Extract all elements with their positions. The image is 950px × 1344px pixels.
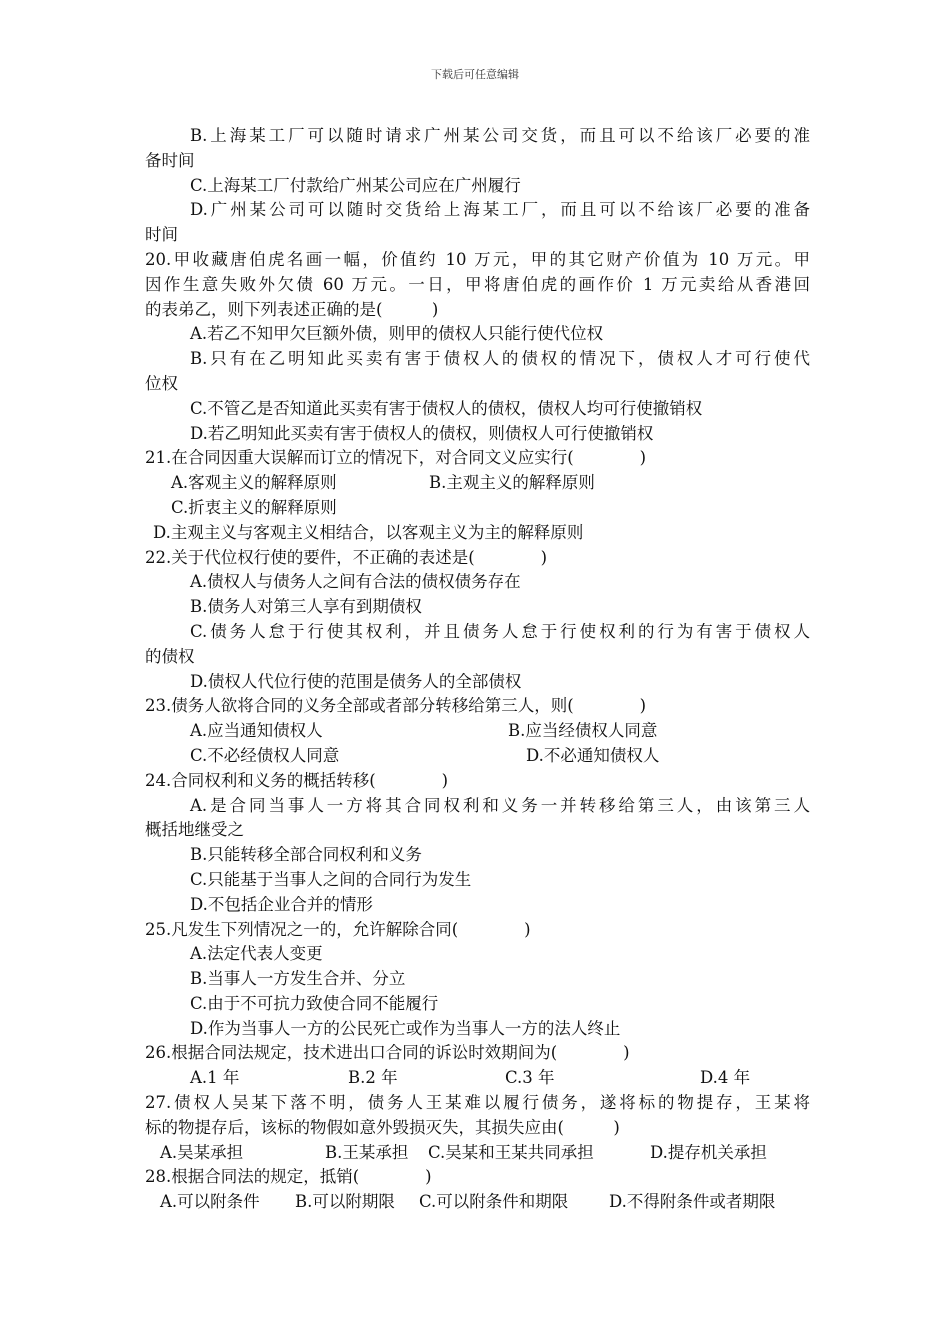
option-22-b: B.债务人对第三人享有到期债权 xyxy=(190,597,422,617)
option-26-b: B.2 年 xyxy=(348,1068,398,1088)
option-24-c: C.只能基于当事人之间的合同行为发生 xyxy=(190,869,472,889)
question-20-line1: 20.甲收藏唐伯虎名画一幅，价值约 10 万元，甲的其它财产价值为 10 万元。甲 xyxy=(145,249,810,269)
option-19-b-line1: B.上海某工厂可以随时请求广州某公司交货，而且可以不给该厂必要的准 xyxy=(190,126,810,145)
page-header: 下载后可任意编辑 xyxy=(431,68,519,81)
question-27-line2: 标的物提存后，该标的物假如意外毁损灭失，其损失应由( ) xyxy=(145,1117,620,1137)
question-20-line2: 因作生意失败外欠债 60 万元。一日，甲将唐伯虎的画作价 1 万元卖给从香港回 xyxy=(145,274,810,294)
question-20-line3: 的表弟乙，则下列表述正确的是( ) xyxy=(145,299,439,319)
option-21-d: D.主观主义与客观主义相结合，以客观主义为主的解释原则 xyxy=(153,522,584,542)
option-27-c: C.吴某和王某共同承担 xyxy=(428,1142,594,1162)
option-26-d: D.4 年 xyxy=(700,1068,751,1088)
question-25: 25.凡发生下列情况之一的，允许解除合同( ) xyxy=(145,919,531,939)
option-26-c: C.3 年 xyxy=(505,1068,555,1088)
option-25-a: A.法定代表人变更 xyxy=(190,944,323,964)
option-22-a: A.债权人与债务人之间有合法的债权债务存在 xyxy=(190,572,521,592)
option-21-c: C.折衷主义的解释原则 xyxy=(171,497,337,517)
option-28-c: C.可以附条件和期限 xyxy=(419,1192,569,1212)
option-21-b: B.主观主义的解释原则 xyxy=(429,473,595,493)
options-26 xyxy=(145,1066,810,1091)
question-26: 26.根据合同法规定，技术进出口合同的诉讼时效期间为( ) xyxy=(145,1043,630,1063)
option-24-b: B.只能转移全部合同权利和义务 xyxy=(190,845,422,865)
option-27-d: D.提存机关承担 xyxy=(650,1142,767,1162)
option-19-c: C.上海某工厂付款给广州某公司应在广州履行 xyxy=(190,175,521,195)
option-21-a: A.客观主义的解释原则 xyxy=(171,473,337,493)
document-body xyxy=(145,124,810,1215)
options-23-ab xyxy=(145,719,810,744)
option-25-b: B.当事人一方发生合并、分立 xyxy=(190,969,406,989)
options-21-ab xyxy=(145,471,810,496)
question-23: 23.债务人欲将合同的义务全部或者部分转移给第三人，则( ) xyxy=(145,696,647,716)
option-20-b-line2: 位权 xyxy=(145,373,178,393)
option-24-a-line2: 概括地继受之 xyxy=(145,820,244,840)
question-22: 22.关于代位权行使的要件，不正确的表述是( ) xyxy=(145,547,548,567)
question-28: 28.根据合同法的规定，抵销( ) xyxy=(145,1167,432,1187)
option-23-a: A.应当通知债权人 xyxy=(190,721,323,741)
option-19-d-line2: 时间 xyxy=(145,225,178,245)
option-28-d: D.不得附条件或者期限 xyxy=(609,1192,776,1212)
option-24-a-line1: A.是合同当事人一方将其合同权利和义务一并转移给第三人，由该第三人 xyxy=(190,795,810,815)
option-26-a: A.1 年 xyxy=(190,1068,240,1088)
option-25-c: C.由于不可抗力致使合同不能履行 xyxy=(190,993,439,1013)
option-20-b-line1: B.只有在乙明知此买卖有害于债权人的债权的情况下，债权人才可行使代 xyxy=(190,349,810,369)
option-27-b: B.王某承担 xyxy=(325,1142,409,1162)
option-24-d: D.不包括企业合并的情形 xyxy=(190,894,373,914)
option-22-c-line1: C.债务人怠于行使其权利，并且债务人怠于行使权利的行为有害于债权人 xyxy=(190,621,810,641)
option-23-d: D.不必通知债权人 xyxy=(526,745,660,765)
options-28 xyxy=(145,1190,810,1215)
option-23-c: C.不必经债权人同意 xyxy=(190,745,340,765)
option-22-c-line2: 的债权 xyxy=(145,646,195,666)
option-20-c: C.不管乙是否知道此买卖有害于债权人的债权，债权人均可行使撤销权 xyxy=(190,398,703,418)
option-28-a: A.可以附条件 xyxy=(160,1192,260,1212)
option-19-b-line2: 备时间 xyxy=(145,150,195,170)
options-27 xyxy=(145,1141,810,1166)
option-27-a: A.吴某承担 xyxy=(160,1142,244,1162)
question-24: 24.合同权利和义务的概括转移( ) xyxy=(145,770,449,790)
question-27-line1: 27.债权人吴某下落不明，债务人王某难以履行债务，遂将标的物提存，王某将 xyxy=(145,1093,810,1113)
option-25-d: D.作为当事人一方的公民死亡或作为当事人一方的法人终止 xyxy=(190,1018,621,1038)
option-22-d: D.债权人代位行使的范围是债务人的全部债权 xyxy=(190,671,522,691)
option-28-b: B.可以附期限 xyxy=(295,1192,395,1212)
option-20-a: A.若乙不知甲欠巨额外债，则甲的债权人只能行使代位权 xyxy=(190,324,604,344)
question-21: 21.在合同因重大误解而订立的情况下，对合同文义应实行( ) xyxy=(145,448,647,468)
option-19-d-line1: D.广州某公司可以随时交货给上海某工厂，而且可以不给该厂必要的准备 xyxy=(190,200,810,220)
option-20-d: D.若乙明知此买卖有害于债权人的债权，则债权人可行使撤销权 xyxy=(190,423,654,443)
options-23-cd xyxy=(145,744,810,769)
option-23-b: B.应当经债权人同意 xyxy=(508,721,658,741)
